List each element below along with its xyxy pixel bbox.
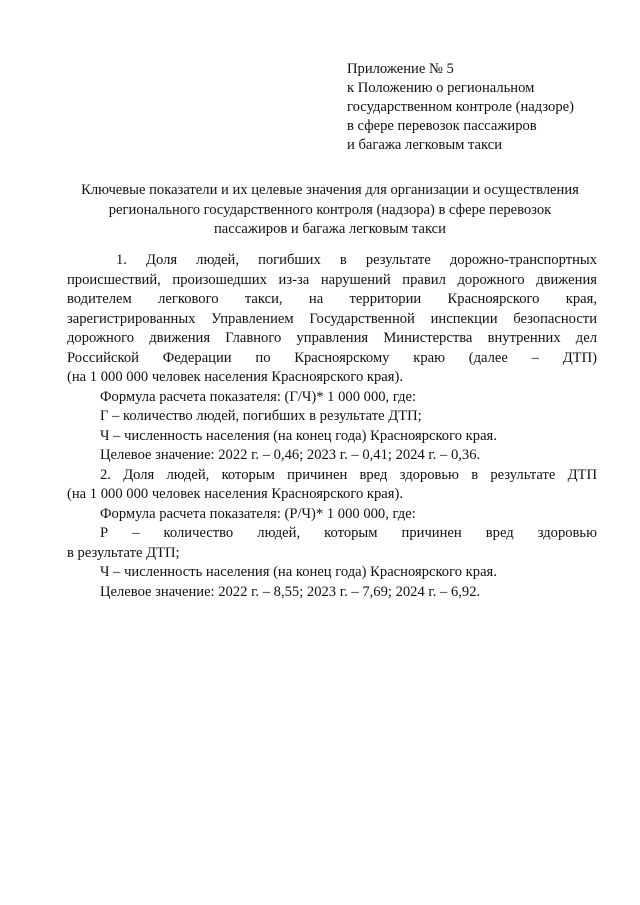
appendix-line: Приложение № 5 bbox=[347, 61, 454, 77]
title-line: пассажиров и багажа легковым такси bbox=[214, 221, 446, 237]
appendix-line: государственном контроле (надзоре) bbox=[347, 99, 574, 115]
formula-line: Формула расчета показателя: (Г/Ч)* 1 000 000, где: bbox=[100, 388, 417, 405]
title-line: регионального государственного контроля (надзора) в сфере перевозок bbox=[108, 201, 552, 218]
paragraph-1-line: происшествий, произошедших из-за нарушений правил дорожного движения bbox=[67, 271, 597, 288]
title-line: Ключевые показатели и их целевые значения для организации и осуществления bbox=[81, 182, 579, 198]
target-value-line: Целевое значение: 2022 г. – 8,55; 2023 г. – 7,69; 2024 г. – 6,92. bbox=[100, 583, 481, 600]
definition-line: в результате ДТП; bbox=[67, 544, 180, 561]
appendix-line: к Положению о региональном bbox=[347, 80, 535, 96]
document-title bbox=[60, 181, 600, 240]
definition-line: Ч – численность населения (на конец года) Красноярского края. bbox=[100, 564, 497, 580]
definition-line: Г – количество людей, погибших в результате ДТП; bbox=[100, 408, 422, 424]
formula-line: Формула расчета показателя: (Р/Ч)* 1 000 000, где: bbox=[100, 505, 416, 522]
paragraph-1-line: 1. Доля людей, погибших в результате дорожно-транспортных bbox=[116, 252, 597, 268]
paragraph-2-line: 2. Доля людей, которым причинен вред здоровью в результате ДТП bbox=[100, 466, 597, 483]
appendix-line: в сфере перевозок пассажиров bbox=[347, 118, 537, 134]
paragraph-1-line: водителем легкового такси, на территории Красноярского края, bbox=[67, 291, 597, 307]
paragraph-1-line: (на 1 000 000 человек населения Красноярского края). bbox=[67, 369, 403, 385]
appendix-header bbox=[347, 60, 617, 155]
paragraph-1-line: Российской Федерации по Красноярскому краю (далее – ДТП) bbox=[67, 349, 597, 366]
paragraph-2-line: (на 1 000 000 человек населения Красноярского края). bbox=[67, 486, 403, 502]
appendix-line: и багажа легковым такси bbox=[347, 137, 503, 153]
target-value-line: Целевое значение: 2022 г. – 0,46; 2023 г. – 0,41; 2024 г. – 0,36. bbox=[100, 447, 481, 463]
paragraph-1-line: дорожного движения Главного управления Министерства внутренних дел bbox=[67, 330, 597, 346]
definition-line: Р – количество людей, которым причинен вред здоровью bbox=[100, 525, 597, 541]
document-body bbox=[67, 251, 597, 602]
definition-line: Ч – численность населения (на конец года) Красноярского края. bbox=[100, 427, 497, 444]
paragraph-1-line: зарегистрированных Управлением Государственной инспекции безопасности bbox=[67, 310, 597, 327]
